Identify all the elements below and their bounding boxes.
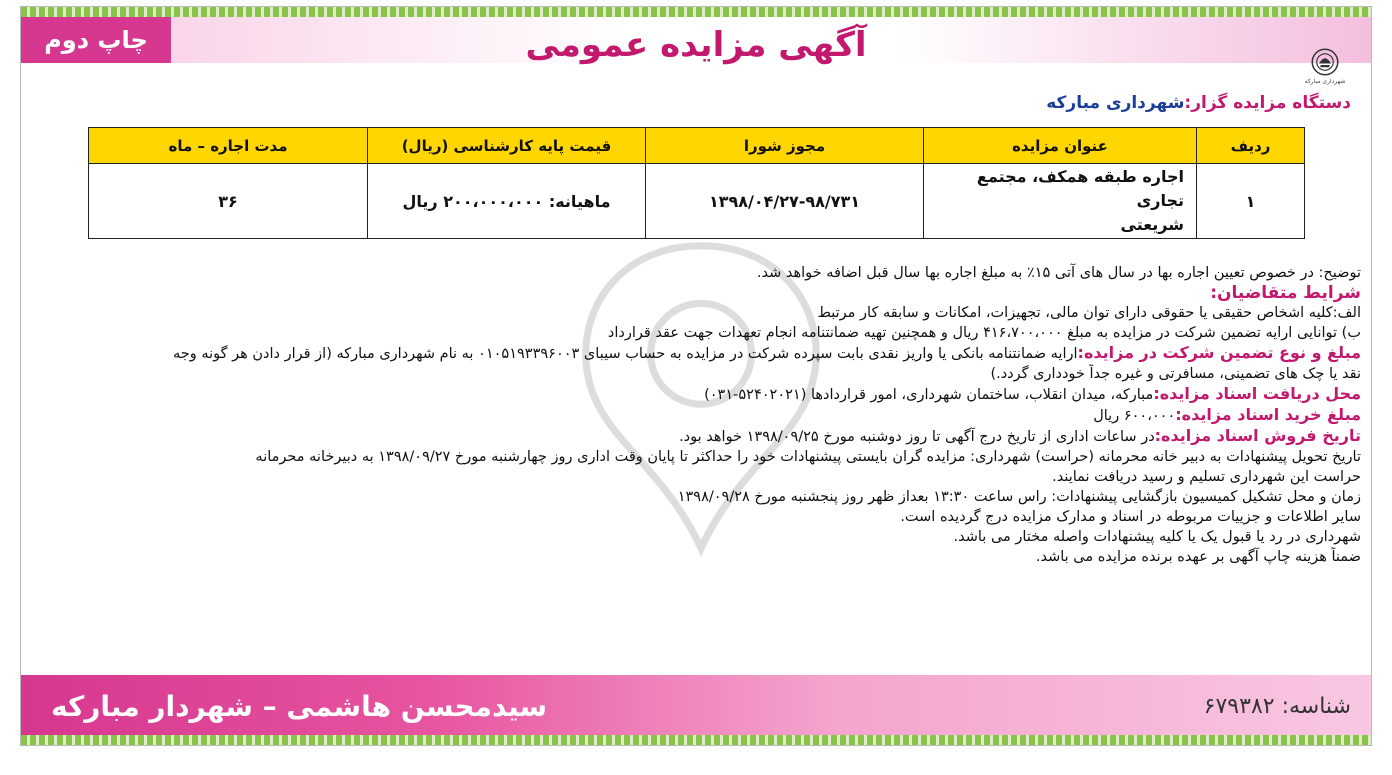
guarantee-line — [31, 343, 1361, 364]
table-row — [89, 164, 1305, 239]
header-duration: مدت اجاره – ماه — [89, 128, 368, 164]
delivery-line2: حراست این شهرداری تسلیم و رسید دریافت نمایند. — [1052, 469, 1361, 485]
signer: سیدمحسن هاشمی – شهردار مبارکه — [51, 690, 548, 723]
logo-text: شهرداری مبارکه — [1304, 78, 1346, 85]
auctioneer-label: دستگاه مزایده گزار: — [1184, 93, 1351, 113]
cell-row-number: ۱ — [1197, 164, 1305, 239]
advertisement-frame — [20, 6, 1372, 746]
docs-price-text: ۶۰۰،۰۰۰ ریال — [1093, 408, 1176, 424]
ad-body — [31, 263, 1361, 567]
ad-id-code: شناسه: ۶۷۹۳۸۲ — [1203, 694, 1351, 719]
table-header-row — [89, 128, 1305, 164]
auction-table — [88, 127, 1305, 239]
note-line: توضیح: در خصوص تعیین اجاره بها در سال های آتی ۱۵٪ به مبلغ اجاره بها سال قبل اضافه خواهد شد. — [756, 265, 1361, 281]
cost-line: ضمناً هزینه چاپ آگهی بر عهده برنده مزایده می باشد. — [1035, 549, 1361, 565]
cell-title-line2: شریعتی — [1120, 215, 1184, 234]
docs-price-label: مبلغ خرید اسناد مزایده: — [1175, 405, 1361, 424]
header-permit: مجوز شورا — [646, 128, 924, 164]
ad-title: آگهی مزایده عمومی — [525, 25, 867, 65]
docs-date-label: تاریخ فروش اسناد مزایده: — [1154, 426, 1361, 445]
docs-place-label: محل دریافت اسناد مزایده: — [1153, 384, 1361, 403]
auctioneer-value: شهرداری مبارکه — [1046, 93, 1185, 113]
docs-price-line — [31, 405, 1361, 426]
cell-price: ماهیانه: ۲۰۰،۰۰۰،۰۰۰ ریال — [368, 164, 646, 239]
bottom-stripe — [21, 735, 1371, 745]
rights-line: شهرداری در رد یا قبول یک یا کلیه پیشنهادات واصله مختار می باشد. — [953, 529, 1361, 545]
cell-title-line1: اجاره طبقه همکف، مجتمع تجاری — [976, 167, 1184, 210]
header-title: عنوان مزایده — [924, 128, 1197, 164]
docs-place-text: مبارکه، میدان انقلاب، ساختمان شهرداری، امور قراردادها (۵۲۴۰۲۰۲۱-۰۳۱) — [704, 387, 1154, 403]
docs-place-line — [31, 384, 1361, 405]
other-info-line: سایر اطلاعات و جزییات مربوطه در اسناد و مدارک مزایده درج گردیده است. — [900, 509, 1361, 525]
cell-duration: ۳۶ — [89, 164, 368, 239]
auctioneer — [1046, 93, 1351, 113]
condition-a: الف:کلیه اشخاص حقیقی یا حقوقی دارای توان مالی، تجهیزات، امکانات و سابقه کار مرتبط — [817, 305, 1361, 321]
print-badge: چاپ دوم — [21, 17, 171, 63]
guarantee-label: مبلغ و نوع تضمین شرکت در مزایده: — [1077, 343, 1361, 362]
emblem-icon — [1310, 47, 1340, 77]
delivery-line1: تاریخ تحویل پیشنهادات به دبیر خانه محرمانه (حراست) شهرداری: مزایده گران بایستی پیشنهادات خود را حداکثر تا پایان وقت اداری روز چهارشنبه مورخ ۱۳۹۸/۰۹/۲۷ به دبیرخانه محرمانه — [255, 449, 1361, 465]
conditions-title: شرایط متقاضیان: — [1210, 283, 1361, 303]
top-stripe — [21, 7, 1371, 17]
header-row-number: ردیف — [1197, 128, 1305, 164]
condition-b: ب) توانایی ارایه تضمین شرکت در مزایده به مبلغ ۴۱۶،۷۰۰،۰۰۰ ریال و همچنین تهیه ضمانتنامه انجام تعهدات جهت عقد قرارداد — [607, 325, 1361, 341]
municipality-logo — [1297, 47, 1353, 93]
docs-date-line — [31, 426, 1361, 447]
cell-permit: ۱۳۹۸/۰۴/۲۷-۹۸/۷۳۱ — [646, 164, 924, 239]
guarantee-text: ارایه ضمانتنامه بانکی یا واریز نقدی بابت سپرده شرکت در مزایده به حساب سیبای ۰۱۰۵۱۹۳۳۹۶۰۰۳ به نام شهرداری مبارکه (از قرار دادن هر گونه وجه — [172, 346, 1078, 362]
cell-title — [924, 164, 1197, 239]
docs-date-text: در ساعات اداری از تاریخ درج آگهی تا روز دوشنبه مورخ ۱۳۹۸/۰۹/۲۵ خواهد بود. — [679, 429, 1155, 445]
guarantee-line2: نقد یا چک های تضمینی، مسافرتی و غیره جداً خودداری گردد.) — [990, 366, 1361, 382]
header-price: قیمت پایه کارشناسی (ریال) — [368, 128, 646, 164]
commission-line: زمان و محل تشکیل کمیسیون بازگشایی پیشنهادات: راس ساعت ۱۳:۳۰ بعداز ظهر روز پنجشنبه مورخ ۱۳۹۸/۰۹/۲۸ — [677, 489, 1361, 505]
